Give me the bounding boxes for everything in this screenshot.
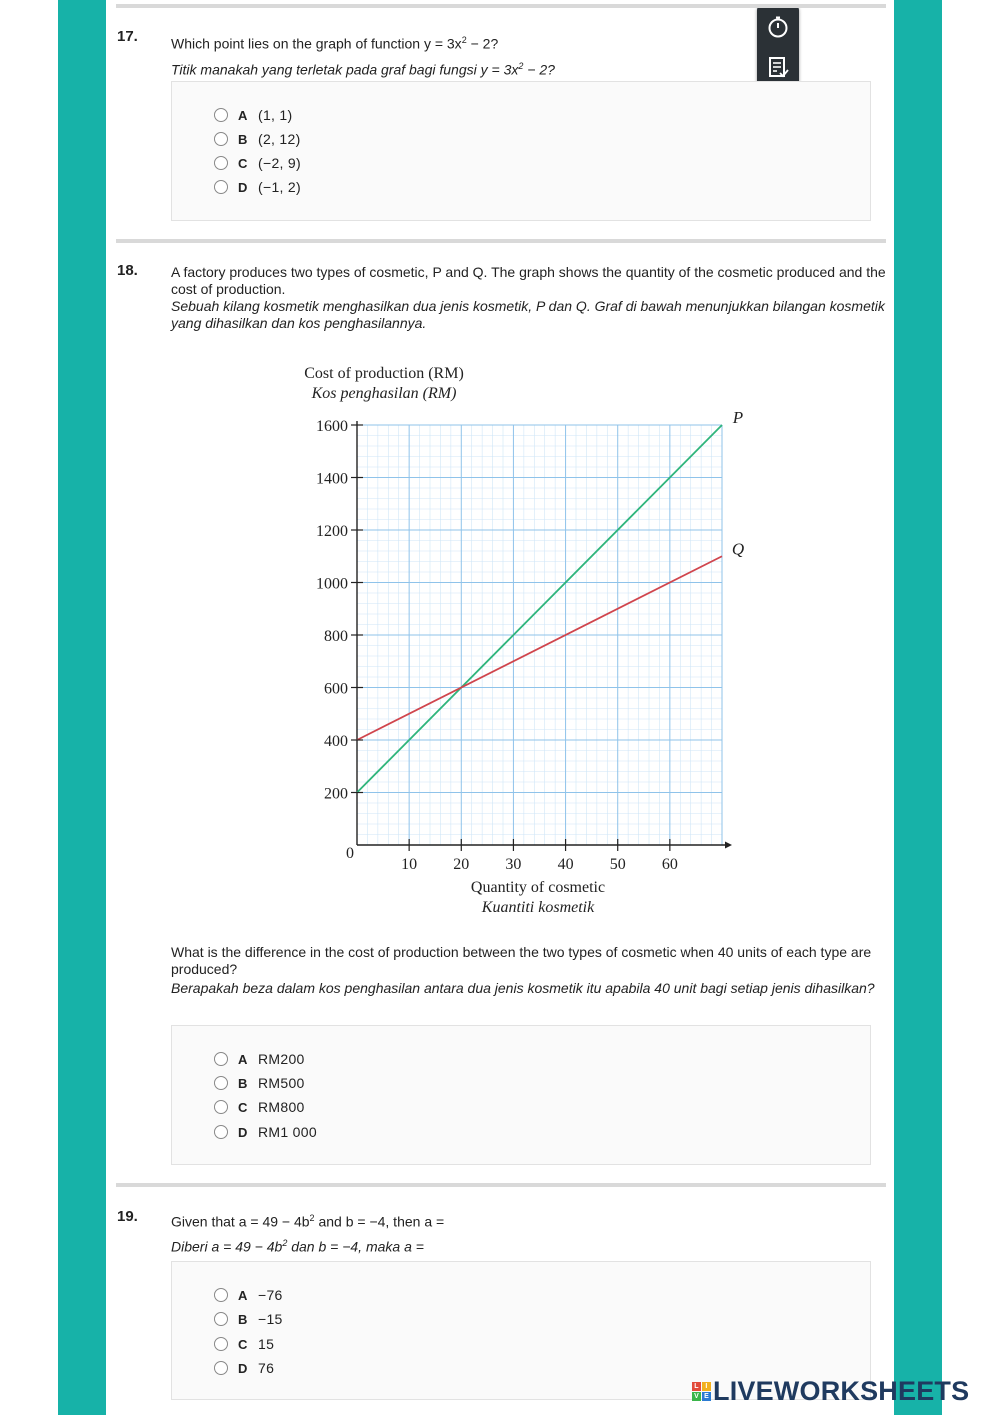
question-text-ms: Sebuah kilang kosmetik menghasilkan dua jenis kosmetik, P dan Q. Graf di bawah menunjukkan bilangan kosmetik yang dihasilkan dan kos penghasilannya.	[171, 298, 885, 331]
chart-series	[357, 408, 744, 793]
question-number: 19.	[117, 1208, 138, 1225]
cost-chart	[280, 358, 780, 923]
y-tick-label: 1400	[316, 470, 348, 488]
radio-button[interactable]	[214, 108, 228, 122]
chart-title: Cost of production (RM)	[304, 365, 464, 382]
option-b[interactable]: B (2, 12)	[214, 129, 301, 149]
x-axis-label: Quantity of cosmetic	[470, 879, 606, 896]
option-a[interactable]: A −76	[214, 1285, 283, 1305]
answer-options	[171, 81, 871, 221]
question-18-text	[171, 264, 886, 332]
liveworksheets-brand	[692, 1374, 969, 1408]
option-a[interactable]: A RM200	[214, 1049, 305, 1069]
option-d[interactable]: D 76	[214, 1358, 274, 1378]
x-tick-label: 50	[609, 856, 626, 873]
radio-button[interactable]	[214, 1337, 228, 1351]
subquestion-text-en: What is the difference in the cost of production between the two types of cosmetic when 40 units of each type are produced?	[171, 944, 872, 977]
y-tick-label: 1000	[316, 575, 348, 593]
series-label-q: Q	[731, 539, 745, 559]
x-tick-label: 20	[453, 856, 470, 873]
left-teal-border	[58, 0, 106, 1415]
series-line-p	[357, 425, 722, 793]
option-d[interactable]: D (−1, 2)	[214, 177, 301, 197]
section-divider	[116, 4, 886, 8]
liveworksheets-logo-icon: L I V E	[692, 1382, 711, 1401]
question-text-en: Which point lies on the graph of function $y = 3x^2 - 2$?	[171, 35, 499, 52]
question-text-en: Given that $a = 49 - 4b^2$ and b = −4, then a =	[171, 1213, 445, 1230]
radio-button[interactable]	[214, 1076, 228, 1090]
question-number: 18.	[117, 262, 138, 279]
question-text-ms: Diberi $a = 49 - 4b^2$ dan b = −4, maka a =	[171, 1237, 424, 1255]
question-19-text	[171, 1210, 886, 1255]
option-b[interactable]: B −15	[214, 1309, 283, 1329]
x-axis-label-ms: Kuantiti kosmetik	[481, 899, 595, 916]
x-axis-arrow	[725, 842, 732, 849]
section-divider	[116, 1183, 886, 1187]
y-tick-label: 1600	[316, 418, 348, 435]
x-tick-label: 60	[661, 856, 678, 873]
answer-options	[171, 1025, 871, 1165]
radio-button[interactable]	[214, 1100, 228, 1114]
radio-button[interactable]	[214, 1361, 228, 1375]
brand-name: LIVEWORKSHEETS	[713, 1375, 970, 1406]
radio-button[interactable]	[214, 1125, 228, 1139]
series-line-q	[357, 556, 722, 740]
option-c[interactable]: C (−2, 9)	[214, 153, 301, 173]
y-tick-label: 1200	[316, 523, 348, 540]
radio-button[interactable]	[214, 1288, 228, 1302]
origin-label: 0	[346, 845, 354, 862]
left-margin	[0, 0, 58, 1415]
option-a[interactable]: A (1, 1)	[214, 105, 292, 125]
question-text-ms: Titik manakah yang terletak pada graf bagi fungsi $y = 3x^2 - 2$?	[171, 60, 555, 78]
radio-button[interactable]	[214, 180, 228, 194]
radio-button[interactable]	[214, 1052, 228, 1066]
y-tick-label: 400	[324, 733, 348, 750]
option-b[interactable]: B RM500	[214, 1073, 305, 1093]
x-tick-label: 40	[557, 856, 574, 873]
option-c[interactable]: C 15	[214, 1334, 274, 1354]
chart-title-ms: Kos penghasilan (RM)	[311, 385, 457, 402]
section-divider	[116, 239, 886, 243]
radio-button[interactable]	[214, 156, 228, 170]
radio-button[interactable]	[214, 132, 228, 146]
question-17-text	[171, 32, 886, 78]
question-number: 17.	[117, 28, 138, 45]
question-18-subquestion	[171, 944, 886, 997]
right-teal-border	[894, 0, 942, 1415]
y-tick-label: 600	[324, 680, 348, 698]
option-c[interactable]: C RM800	[214, 1097, 305, 1117]
question-text-en: A factory produces two types of cosmetic, P and Q. The graph shows the quantity of the cosmetic produced and the cost of production.	[171, 264, 886, 297]
y-tick-label: 800	[324, 628, 348, 645]
x-tick-label: 30	[505, 856, 522, 873]
x-tick-label: 10	[401, 856, 418, 873]
series-label-p: P	[732, 408, 744, 427]
option-d[interactable]: D RM1 000	[214, 1122, 317, 1142]
subquestion-text-ms: Berapakah beza dalam kos penghasilan antara dua jenis kosmetik itu apabila 40 unit bagi setiap jenis dihasilkan?	[171, 980, 875, 996]
cost-chart-svg	[280, 358, 780, 923]
radio-button[interactable]	[214, 1312, 228, 1326]
y-tick-label: 200	[324, 785, 348, 803]
